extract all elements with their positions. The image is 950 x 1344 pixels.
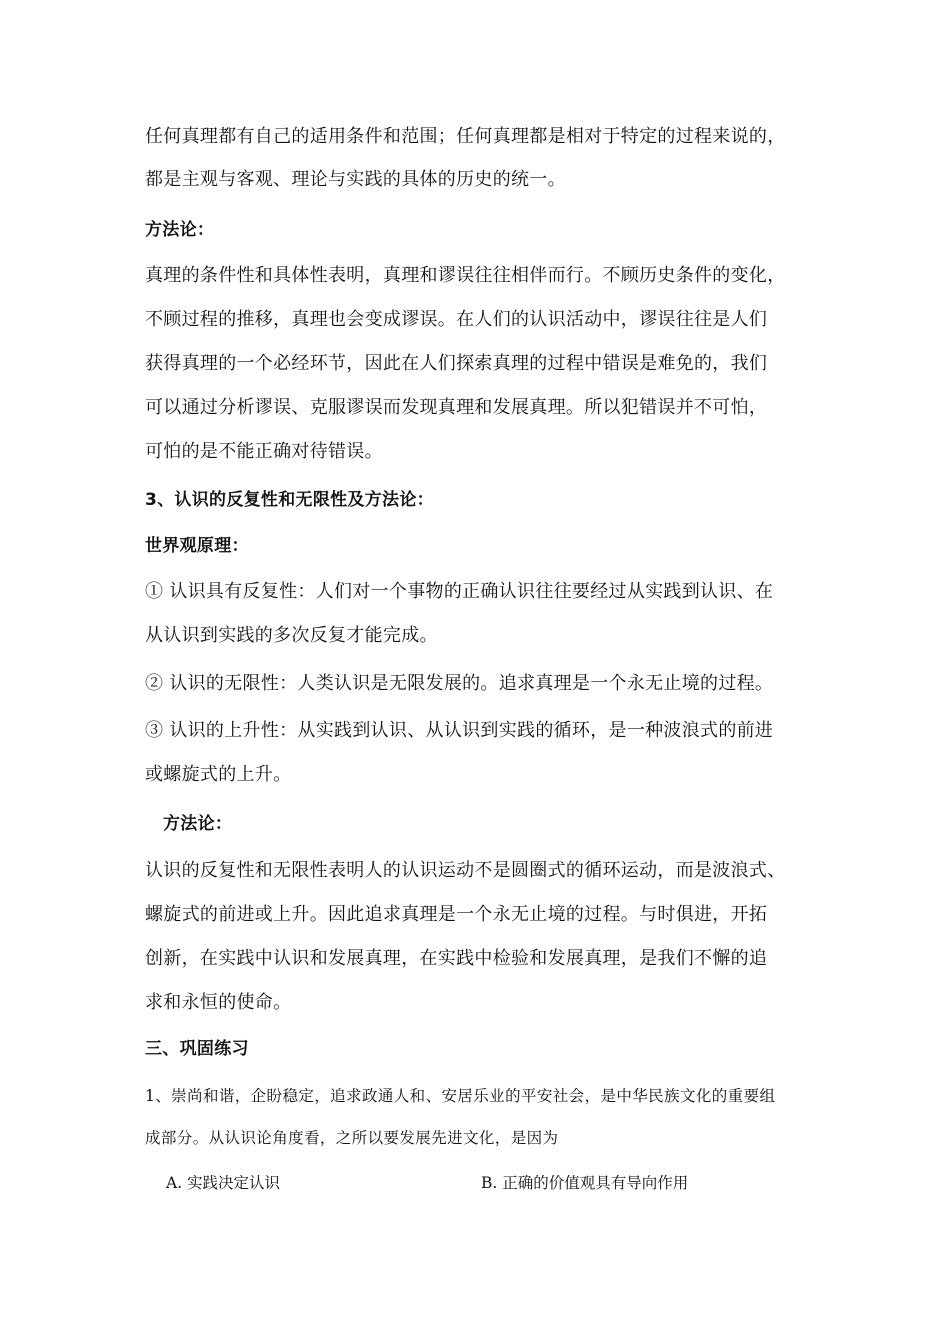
question-line: 1、崇尚和谐，企盼稳定，追求政通人和、安居乐业的平安社会，是中华民族文化的重要组 [145,1087,776,1105]
list-item-line: 从认识到实践的多次反复才能完成。 [145,625,438,646]
option-b: B. 正确的价值观具有导向作用 [481,1174,689,1192]
paragraph-line: 求和永恒的使命。 [145,992,292,1013]
paragraph-line: 可以通过分析谬误、克服谬误而发现真理和发展真理。所以犯错误并不可怕， [145,397,768,418]
list-item-line: 或螺旋式的上升。 [145,764,292,785]
list-item-line: ① 认识具有反复性：人们对一个事物的正确认识往往要经过从实践到认识、在 [145,581,774,602]
heading-section-3: 3、认识的反复性和无限性及方法论： [145,490,434,510]
paragraph-line: 创新，在实践中认识和发展真理，在实践中检验和发展真理，是我们不懈的追 [145,948,768,969]
paragraph-line: 任何真理都有自己的适用条件和范围；任何真理都是相对于特定的过程来说的， [145,126,786,147]
paragraph-line: 真理的条件性和具体性表明，真理和谬误往往相伴而行。不顾历史条件的变化， [145,265,786,286]
paragraph-line: 认识的反复性和无限性表明人的认识运动不是圆圈式的循环运动，而是波浪式、 [145,860,786,881]
option-a: A. 实践决定认识 [166,1174,281,1192]
heading-practice: 三、巩固练习 [145,1039,249,1059]
heading-methodology: 方法论： [163,814,233,834]
paragraph-line: 可怕的是不能正确对待错误。 [145,441,383,462]
heading-worldview: 世界观原理： [145,536,249,556]
question-line: 成部分。从认识论角度看，之所以要发展先进文化，是因为 [145,1129,559,1147]
paragraph-line: 不顾过程的推移，真理也会变成谬误。在人们的认识活动中，谬误往往是人们 [145,309,768,330]
paragraph-line: 获得真理的一个必经环节，因此在人们探索真理的过程中错误是难免的，我们 [145,353,768,374]
list-item-line: ③ 认识的上升性：从实践到认识、从认识到实践的循环，是一种波浪式的前进 [145,720,774,741]
heading-methodology: 方法论： [145,220,215,240]
list-item-line: ② 认识的无限性：人类认识是无限发展的。追求真理是一个永无止境的过程。 [145,673,774,694]
paragraph-line: 螺旋式的前进或上升。因此追求真理是一个永无止境的过程。与时俱进，开拓 [145,904,768,925]
paragraph-line: 都是主观与客观、理论与实践的具体的历史的统一。 [145,169,566,190]
